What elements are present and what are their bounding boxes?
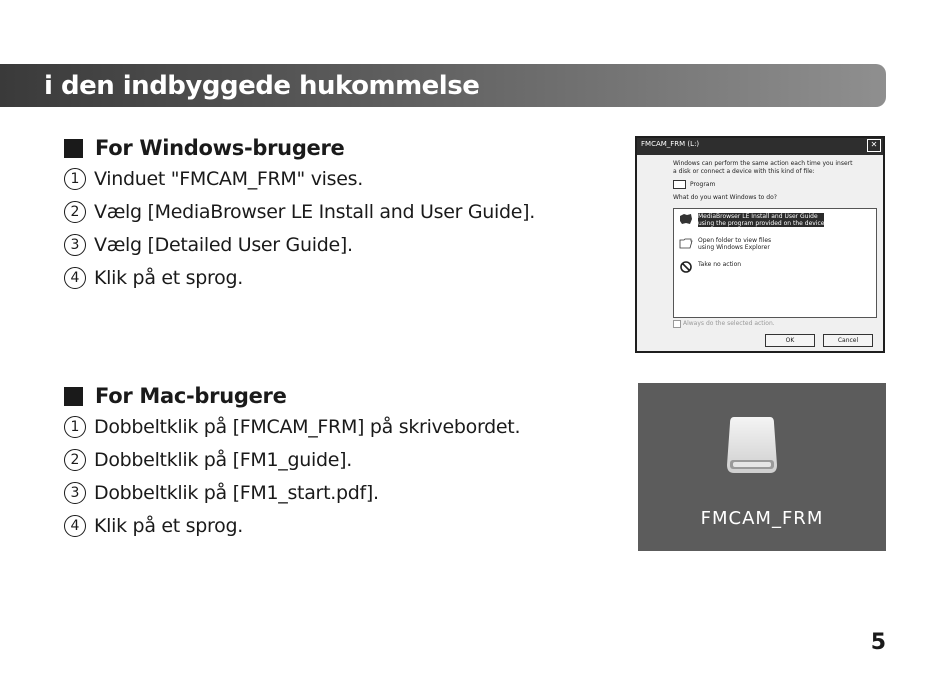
always-checkbox[interactable] [673,320,681,328]
windows-step [64,228,535,261]
action-list[interactable] [673,208,877,318]
folder-icon [679,237,693,249]
mac-heading-row [64,382,520,410]
mac-section [64,382,520,542]
page-title: i den indbyggede hukommelse [44,71,480,101]
list-item-no-action[interactable] [679,261,741,273]
mac-step [64,410,520,443]
list-item-open-folder[interactable] [679,237,771,251]
step-text: Dobbeltklik på [FMCAM_FRM] på skrivebordet. [94,415,521,438]
windows-step [64,261,535,294]
circled-number: 4 [64,267,86,289]
section-title-bar [0,64,886,107]
dialog-intro-line2: a disk or connect a device with this kind of file: [673,168,815,175]
option-line1: Open folder to view files [698,237,772,244]
no-action-icon [679,261,693,273]
option-line1: MediaBrowser LE Install and User Guide [698,213,824,220]
dialog-titlebar [637,138,883,155]
windows-section [64,134,535,294]
circled-number: 3 [64,234,86,256]
option-line1: Take no action [698,261,742,268]
dialog-intro-line1: Windows can perform the same action each time you insert [673,160,853,167]
step-text: Dobbeltklik på [FM1_guide]. [94,448,352,471]
drive-icon[interactable] [726,415,778,475]
circled-number: 2 [64,201,86,223]
ok-button[interactable]: OK [765,334,815,347]
square-bullet-icon [64,139,83,158]
windows-heading-row [64,134,535,162]
drive-label: FMCAM_FRM [700,508,824,529]
option-line2: using Windows Explorer [698,244,770,251]
cancel-button[interactable]: Cancel [823,334,873,347]
step-text: Vinduet "FMCAM_FRM" vises. [94,167,363,190]
program-icon [673,180,686,189]
step-text: Vælg [Detailed User Guide]. [94,233,353,256]
circled-number: 3 [64,482,86,504]
close-icon[interactable]: ✕ [867,139,881,152]
circled-number: 1 [64,416,86,438]
mac-heading: For Mac-brugere [95,384,287,408]
windows-heading: For Windows-brugere [95,136,345,160]
autoplay-dialog [635,136,885,353]
step-text: Klik på et sprog. [94,514,243,537]
mac-step [64,443,520,476]
step-text: Klik på et sprog. [94,266,243,289]
mac-step [64,509,520,542]
dialog-question: What do you want Windows to do? [673,194,777,201]
mediabrowser-icon [679,213,693,225]
page-number: 5 [870,630,886,655]
circled-number: 2 [64,449,86,471]
mac-desktop-panel [638,383,886,551]
circled-number: 4 [64,515,86,537]
step-text: Dobbeltklik på [FM1_start.pdf]. [94,481,379,504]
option-line2: using the program provided on the device [698,220,825,227]
dialog-type-label: Program [690,181,716,188]
list-item-mediabrowser[interactable] [679,213,824,227]
step-text: Vælg [MediaBrowser LE Install and User Guide]. [94,200,535,223]
windows-step [64,162,535,195]
windows-step [64,195,535,228]
circled-number: 1 [64,168,86,190]
square-bullet-icon [64,387,83,406]
always-label: Always do the selected action. [683,320,775,327]
mac-step [64,476,520,509]
dialog-title: FMCAM_FRM (L:) [641,140,700,148]
